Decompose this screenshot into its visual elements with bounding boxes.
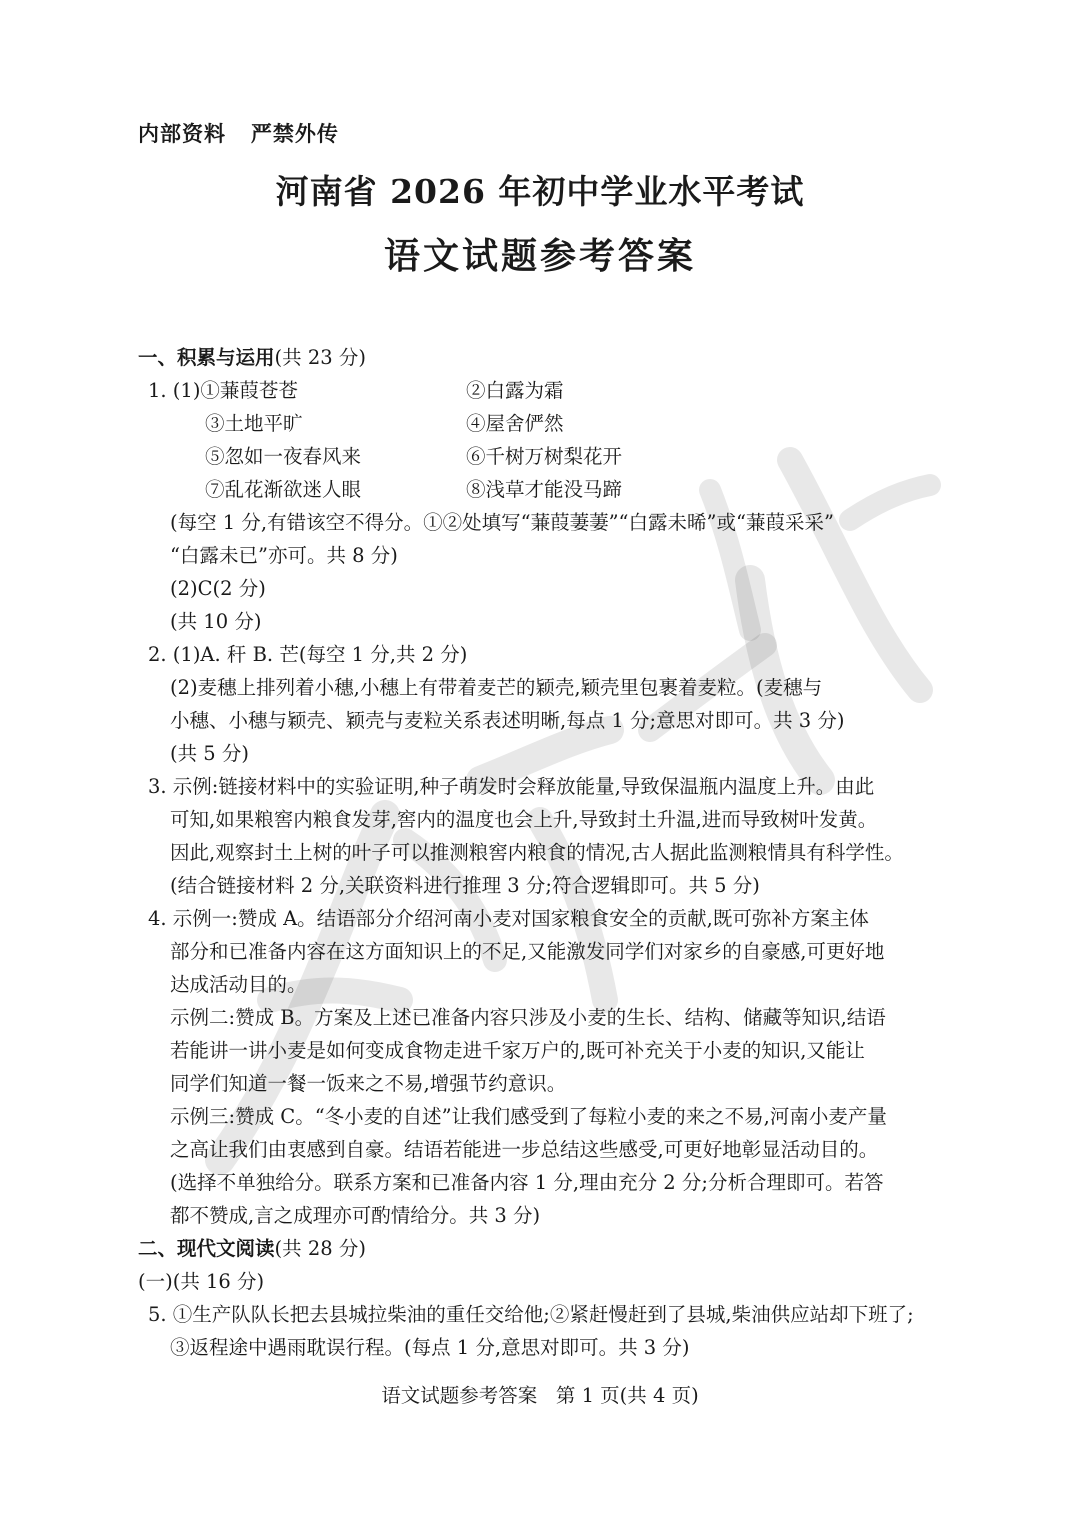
score-total: (共 10 分) [170,610,262,633]
scoring-note: (每空 1 分,有错该空不得分。①②处填写“蒹葭萋萋”“白露未晞”或“蒹葭采采” [170,511,834,534]
answer-blank: ②白露为霜 [466,379,564,402]
section-heading-score: (共 23 分) [274,346,366,369]
answer-line: ③返程途中遇雨耽误行程。(每点 1 分,意思对即可。共 3 分) [170,1336,690,1359]
scoring-note: “白露未已”亦可。共 8 分) [170,544,398,567]
document-title: 语文试题参考答案 [383,236,696,277]
answer-blank: 1. (1)①蒹葭苍苍 [148,379,298,402]
answer-line: 若能讲一讲小麦是如何变成食物走进千家万户的,既可补充关于小麦的知识,又能让 [170,1039,865,1062]
answer-line: 同学们知道一餐一饭来之不易,增强节约意识。 [170,1072,567,1095]
answer-line: 4. 示例一:赞成 A。结语部分介绍河南小麦对国家粮食安全的贡献,既可弥补方案主体 [148,907,869,930]
answer-line: 之高让我们由衷感到自豪。结语若能进一步总结这些感受,可更好地彰显活动目的。 [170,1138,879,1161]
scoring-note: (结合链接材料 2 分,关联资料进行推理 3 分;符合逻辑即可。共 5 分) [170,874,760,897]
answer-blank: ⑤忽如一夜春风来 [205,445,362,468]
answer-line: (2)麦穗上排列着小穗,小穗上有带着麦芒的颖壳,颖壳里包裹着麦粒。(麦穗与 [170,676,823,699]
answer-line: 5. ①生产队队长把去县城拉柴油的重任交给他;②紧赶慢赶到了县城,柴油供应站却下班了; [148,1303,914,1326]
watermark-stroke [850,485,930,520]
page-footer: 语文试题参考答案 第 1 页(共 4 页) [381,1384,699,1407]
answer-line: 部分和已准备内容在这方面知识上的不足,又能激发同学们对家乡的自豪感,可更好地 [170,940,885,963]
section-heading-label: 二、现代文阅读 [138,1237,275,1260]
answer-blank: ③土地平旷 [205,412,303,435]
confidential-note: 内部资料 严禁外传 [138,122,339,146]
answer-line: 小穗、小穗与颖壳、颖壳与麦粒关系表述明晰,每点 1 分;意思对即可。共 3 分) [170,709,845,732]
answer-line: 3. 示例:链接材料中的实验证明,种子萌发时会释放能量,导致保温瓶内温度上升。由此 [148,775,875,798]
answer-blank: ⑦乱花渐欲迷人眼 [205,478,362,501]
answer-line: 因此,观察封土上树的叶子可以推测粮窖内粮食的情况,古人据此监测粮情具有科学性。 [170,841,904,864]
answer-line: 达成活动目的。 [170,973,307,996]
exam-title: 河南省 2026 年初中学业水平考试 [275,172,805,211]
watermark-stroke [480,730,610,780]
section-heading [138,348,366,368]
subsection-heading: (一)(共 16 分) [138,1270,265,1293]
answer-blank: ⑧浅草才能没马蹄 [466,478,623,501]
watermark-stroke [790,460,920,690]
answer-line: 可知,如果粮窖内粮食发芽,窖内的温度也会上升,导致封土升温,进而导致树叶发黄。 [170,808,878,831]
answer-line: 示例二:赞成 B。方案及上述已准备内容只涉及小麦的生长、结构、储藏等知识,结语 [170,1006,886,1029]
answer-line: (2)C(2 分) [170,577,266,600]
section-heading-label: 一、积累与运用 [138,346,275,369]
answer-line: 示例三:赞成 C。“冬小麦的自述”让我们感受到了每粒小麦的来之不易,河南小麦产量 [170,1105,887,1128]
section-heading [138,1239,366,1259]
scoring-note: 都不赞成,言之成理亦可酌情给分。共 3 分) [170,1204,541,1227]
section-heading-score: (共 28 分) [274,1237,366,1260]
answer-blank: ⑥千树万树梨花开 [466,445,623,468]
answer-line: 2. (1)A. 秆 B. 芒(每空 1 分,共 2 分) [148,643,468,666]
scoring-note: (选择不单独给分。联系方案和已准备内容 1 分,理由充分 2 分;分析合理即可。若答 [170,1171,884,1194]
answer-blank: ④屋舍俨然 [466,412,564,435]
score-total: (共 5 分) [170,742,250,765]
